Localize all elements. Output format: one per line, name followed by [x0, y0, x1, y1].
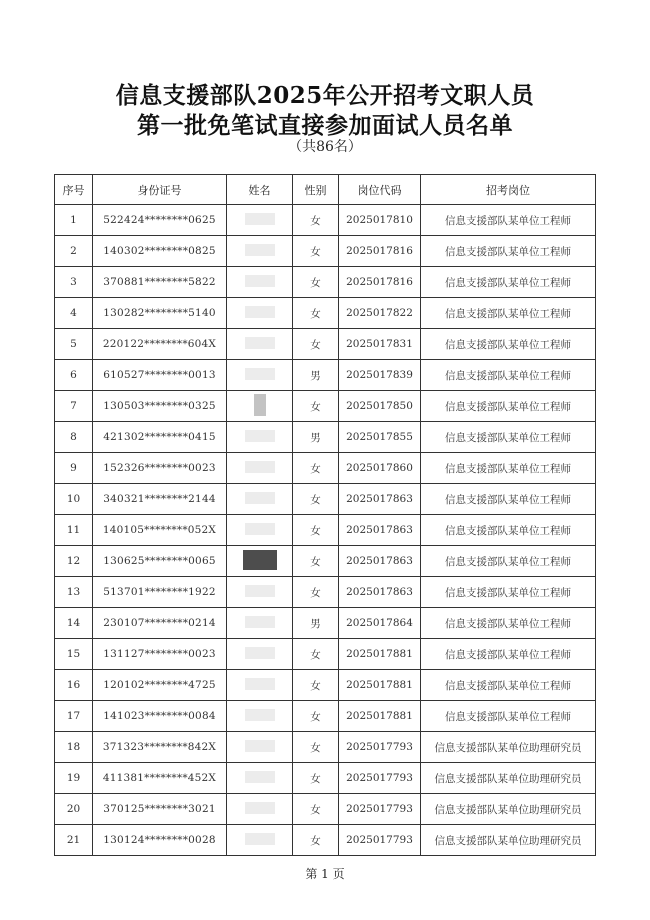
- cell-recruit-post: 信息支援部队某单位工程师: [421, 515, 596, 546]
- redacted-name-blur: [245, 213, 275, 225]
- cell-post-code: 2025017850: [339, 391, 421, 422]
- redacted-name-blur: [245, 678, 275, 690]
- cell-name-redacted: [227, 267, 293, 298]
- cell-post-code: 2025017822: [339, 298, 421, 329]
- table-row: [55, 422, 596, 453]
- cell-recruit-post: 信息支援部队某单位工程师: [421, 484, 596, 515]
- table-row: [55, 298, 596, 329]
- redacted-name-blur: [245, 802, 275, 814]
- redacted-name-blur: [245, 368, 275, 380]
- document-title-line-1: 信息支援部队2025年公开招考文职人员: [115, 82, 535, 109]
- cell-post-code: 2025017864: [339, 608, 421, 639]
- cell-recruit-post: 信息支援部队某单位工程师: [421, 608, 596, 639]
- cell-serial-number: 21: [55, 825, 93, 856]
- cell-post-code: 2025017881: [339, 639, 421, 670]
- table-row: [55, 484, 596, 515]
- cell-name-redacted: [227, 732, 293, 763]
- cell-serial-number: 20: [55, 794, 93, 825]
- cell-serial-number: 9: [55, 453, 93, 484]
- cell-recruit-post: 信息支援部队某单位工程师: [421, 701, 596, 732]
- cell-gender: 女: [293, 639, 339, 670]
- redacted-name-blur: [245, 833, 275, 845]
- redacted-name-blur: [245, 430, 275, 442]
- cell-post-code: 2025017793: [339, 763, 421, 794]
- table-row: [55, 546, 596, 577]
- cell-gender: 女: [293, 546, 339, 577]
- cell-id-number: 131127********0023: [93, 639, 227, 670]
- cell-gender: 女: [293, 205, 339, 236]
- cell-serial-number: 18: [55, 732, 93, 763]
- table-row: [55, 329, 596, 360]
- cell-name-redacted: [227, 484, 293, 515]
- cell-serial-number: 4: [55, 298, 93, 329]
- redacted-name-blur: [245, 244, 275, 256]
- cell-gender: 女: [293, 577, 339, 608]
- cell-recruit-post: 信息支援部队某单位工程师: [421, 236, 596, 267]
- cell-recruit-post: 信息支援部队某单位工程师: [421, 546, 596, 577]
- cell-id-number: 130503********0325: [93, 391, 227, 422]
- cell-recruit-post: 信息支援部队某单位助理研究员: [421, 825, 596, 856]
- header-serial-number: 序号: [55, 175, 93, 205]
- page-number: 第 1 页: [305, 867, 345, 881]
- cell-name-redacted: [227, 391, 293, 422]
- cell-name-redacted: [227, 205, 293, 236]
- table-row: [55, 639, 596, 670]
- cell-id-number: 130282********5140: [93, 298, 227, 329]
- cell-serial-number: 15: [55, 639, 93, 670]
- cell-gender: 女: [293, 484, 339, 515]
- table-row: [55, 205, 596, 236]
- cell-gender: 女: [293, 732, 339, 763]
- cell-id-number: 370125********3021: [93, 794, 227, 825]
- cell-name-redacted: [227, 453, 293, 484]
- cell-id-number: 140302********0825: [93, 236, 227, 267]
- cell-id-number: 141023********0084: [93, 701, 227, 732]
- cell-name-redacted: [227, 329, 293, 360]
- cell-serial-number: 11: [55, 515, 93, 546]
- cell-name-redacted: [227, 701, 293, 732]
- redacted-name-blur: [245, 461, 275, 473]
- cell-recruit-post: 信息支援部队某单位工程师: [421, 391, 596, 422]
- cell-name-redacted: [227, 577, 293, 608]
- cell-recruit-post: 信息支援部队某单位工程师: [421, 205, 596, 236]
- table-row: [55, 515, 596, 546]
- cell-recruit-post: 信息支援部队某单位工程师: [421, 329, 596, 360]
- redacted-name-blur: [245, 523, 275, 535]
- document-title-line-2: 第一批免笔试直接参加面试人员名单: [137, 112, 513, 139]
- cell-recruit-post: 信息支援部队某单位工程师: [421, 639, 596, 670]
- cell-gender: 女: [293, 825, 339, 856]
- cell-name-redacted: [227, 639, 293, 670]
- cell-name-redacted: [227, 670, 293, 701]
- cell-gender: 女: [293, 763, 339, 794]
- cell-recruit-post: 信息支援部队某单位工程师: [421, 670, 596, 701]
- cell-serial-number: 5: [55, 329, 93, 360]
- table-row: [55, 763, 596, 794]
- redacted-name-blur: [245, 709, 275, 721]
- cell-post-code: 2025017816: [339, 236, 421, 267]
- cell-post-code: 2025017793: [339, 732, 421, 763]
- redacted-name-blur: [245, 647, 275, 659]
- redacted-name-blur: [245, 585, 275, 597]
- cell-gender: 女: [293, 267, 339, 298]
- cell-recruit-post: 信息支援部队某单位助理研究员: [421, 794, 596, 825]
- cell-name-redacted: [227, 546, 293, 577]
- cell-post-code: 2025017863: [339, 577, 421, 608]
- cell-recruit-post: 信息支援部队某单位助理研究员: [421, 763, 596, 794]
- header-recruit-post: 招考岗位: [421, 175, 596, 205]
- cell-recruit-post: 信息支援部队某单位工程师: [421, 453, 596, 484]
- cell-gender: 女: [293, 453, 339, 484]
- cell-gender: 女: [293, 391, 339, 422]
- table-row: [55, 608, 596, 639]
- cell-name-redacted: [227, 298, 293, 329]
- cell-name-redacted: [227, 236, 293, 267]
- cell-id-number: 411381********452X: [93, 763, 227, 794]
- cell-id-number: 371323********842X: [93, 732, 227, 763]
- cell-post-code: 2025017810: [339, 205, 421, 236]
- document-subtitle-count: （共86名）: [288, 139, 362, 155]
- cell-id-number: 230107********0214: [93, 608, 227, 639]
- cell-post-code: 2025017863: [339, 515, 421, 546]
- cell-post-code: 2025017816: [339, 267, 421, 298]
- redacted-name-blur: [245, 337, 275, 349]
- cell-serial-number: 17: [55, 701, 93, 732]
- redacted-name-blur: [245, 275, 275, 287]
- cell-serial-number: 1: [55, 205, 93, 236]
- cell-name-redacted: [227, 794, 293, 825]
- cell-id-number: 421302********0415: [93, 422, 227, 453]
- table-row: [55, 794, 596, 825]
- cell-name-redacted: [227, 422, 293, 453]
- table-row: [55, 732, 596, 763]
- cell-id-number: 220122********604X: [93, 329, 227, 360]
- table-row: [55, 825, 596, 856]
- cell-serial-number: 16: [55, 670, 93, 701]
- cell-post-code: 2025017793: [339, 825, 421, 856]
- cell-gender: 女: [293, 794, 339, 825]
- cell-id-number: 370881********5822: [93, 267, 227, 298]
- table-row: [55, 670, 596, 701]
- table-row: [55, 267, 596, 298]
- cell-id-number: 522424********0625: [93, 205, 227, 236]
- cell-id-number: 120102********4725: [93, 670, 227, 701]
- cell-id-number: 340321********2144: [93, 484, 227, 515]
- table-header-row: [55, 175, 596, 205]
- redacted-name-blur: [254, 394, 266, 416]
- cell-serial-number: 12: [55, 546, 93, 577]
- cell-name-redacted: [227, 608, 293, 639]
- cell-post-code: 2025017831: [339, 329, 421, 360]
- redacted-name-blur: [245, 492, 275, 504]
- cell-post-code: 2025017863: [339, 484, 421, 515]
- table-row: [55, 701, 596, 732]
- cell-recruit-post: 信息支援部队某单位助理研究员: [421, 732, 596, 763]
- cell-name-redacted: [227, 360, 293, 391]
- cell-gender: 女: [293, 515, 339, 546]
- cell-id-number: 610527********0013: [93, 360, 227, 391]
- cell-serial-number: 13: [55, 577, 93, 608]
- cell-serial-number: 3: [55, 267, 93, 298]
- table-body: [55, 205, 596, 856]
- cell-gender: 女: [293, 670, 339, 701]
- table-row: [55, 391, 596, 422]
- cell-id-number: 513701********1922: [93, 577, 227, 608]
- cell-post-code: 2025017881: [339, 670, 421, 701]
- cell-id-number: 140105********052X: [93, 515, 227, 546]
- cell-post-code: 2025017863: [339, 546, 421, 577]
- table-row: [55, 236, 596, 267]
- redacted-name-blur: [245, 616, 275, 628]
- cell-post-code: 2025017860: [339, 453, 421, 484]
- cell-post-code: 2025017855: [339, 422, 421, 453]
- cell-id-number: 130124********0028: [93, 825, 227, 856]
- cell-gender: 男: [293, 360, 339, 391]
- header-gender: 性别: [293, 175, 339, 205]
- cell-serial-number: 8: [55, 422, 93, 453]
- table-row: [55, 360, 596, 391]
- cell-recruit-post: 信息支援部队某单位工程师: [421, 298, 596, 329]
- cell-serial-number: 7: [55, 391, 93, 422]
- table-row: [55, 577, 596, 608]
- cell-recruit-post: 信息支援部队某单位工程师: [421, 577, 596, 608]
- header-post-code: 岗位代码: [339, 175, 421, 205]
- cell-recruit-post: 信息支援部队某单位工程师: [421, 267, 596, 298]
- cell-serial-number: 10: [55, 484, 93, 515]
- cell-name-redacted: [227, 763, 293, 794]
- cell-id-number: 130625********0065: [93, 546, 227, 577]
- cell-serial-number: 14: [55, 608, 93, 639]
- redacted-name-blur: [245, 771, 275, 783]
- redacted-name-blur: [245, 740, 275, 752]
- cell-post-code: 2025017793: [339, 794, 421, 825]
- cell-post-code: 2025017881: [339, 701, 421, 732]
- cell-id-number: 152326********0023: [93, 453, 227, 484]
- cell-gender: 女: [293, 298, 339, 329]
- redacted-name-blur: [245, 306, 275, 318]
- cell-serial-number: 2: [55, 236, 93, 267]
- cell-recruit-post: 信息支援部队某单位工程师: [421, 422, 596, 453]
- table-row: [55, 453, 596, 484]
- header-name: 姓名: [227, 175, 293, 205]
- cell-gender: 女: [293, 701, 339, 732]
- cell-gender: 男: [293, 608, 339, 639]
- cell-recruit-post: 信息支援部队某单位工程师: [421, 360, 596, 391]
- cell-name-redacted: [227, 515, 293, 546]
- candidate-table: [54, 174, 596, 856]
- cell-name-redacted: [227, 825, 293, 856]
- cell-post-code: 2025017839: [339, 360, 421, 391]
- cell-gender: 女: [293, 236, 339, 267]
- cell-gender: 女: [293, 329, 339, 360]
- cell-gender: 男: [293, 422, 339, 453]
- cell-serial-number: 6: [55, 360, 93, 391]
- cell-serial-number: 19: [55, 763, 93, 794]
- header-id-number: 身份证号: [93, 175, 227, 205]
- redacted-name-blur: [243, 550, 277, 570]
